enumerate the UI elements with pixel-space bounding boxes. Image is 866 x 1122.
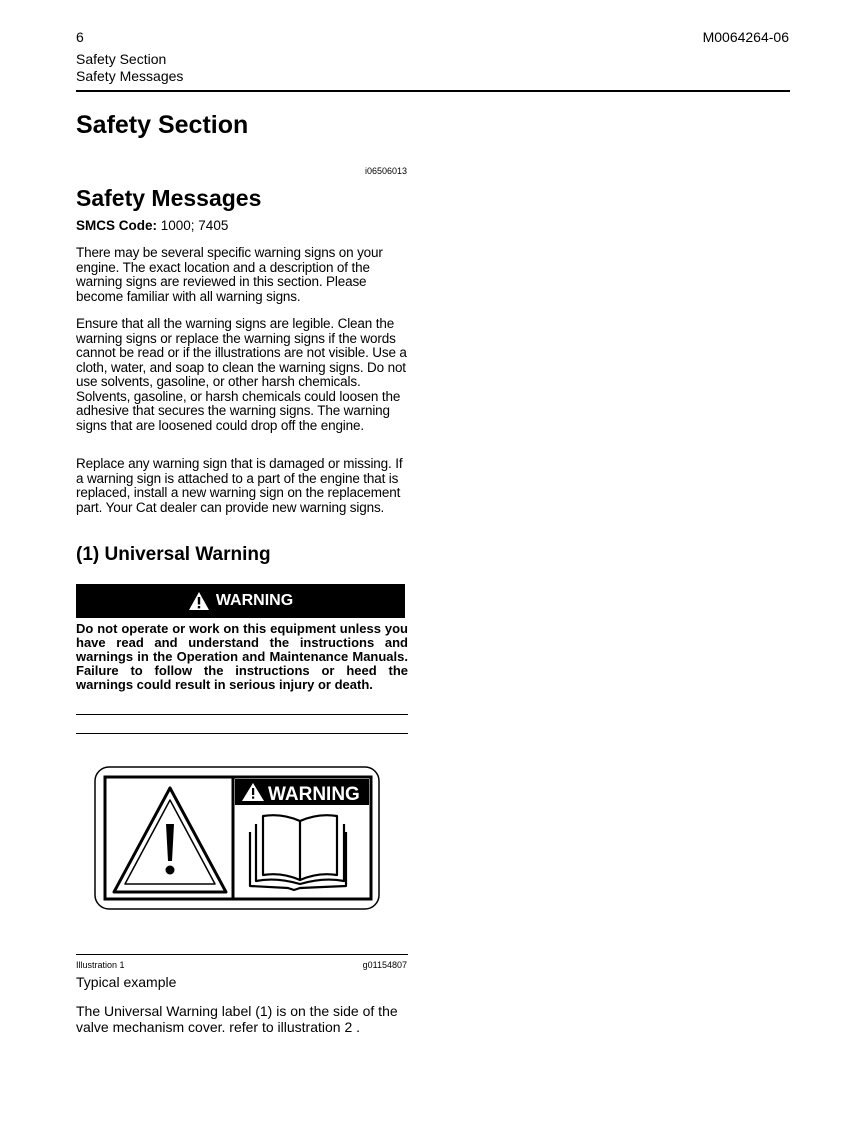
subsection-title: Safety Messages: [76, 185, 262, 211]
header-section: Safety Section: [76, 51, 167, 67]
section-title: Safety Section: [76, 111, 249, 139]
decal-warning-label: WARNING: [268, 784, 360, 805]
illustration-caption: Typical example: [76, 974, 177, 990]
warning-banner: [76, 584, 405, 618]
warning-banner-label: WARNING: [215, 592, 294, 609]
header-subsection: Safety Messages: [76, 68, 184, 84]
universal-warning-heading: (1) Universal Warning: [76, 544, 271, 565]
illustration-id: g01154807: [362, 960, 407, 970]
smcs-code: [76, 218, 228, 233]
illustration-rule-top: [76, 733, 408, 734]
header-divider: [76, 90, 790, 92]
warning-text: Do not operate or work on this equipment unless you have read and understand the instructions and warnings in the Operation and Maintenance Manuals. Failure to follow the instructions or heed the warnings could result in serious injury or death.: [76, 621, 408, 692]
warning-triangle-icon: [188, 591, 210, 611]
caption-rule: [76, 954, 408, 955]
universal-warning-decal: [94, 766, 382, 912]
page-number: 6: [76, 29, 84, 45]
paragraph-label-location: The Universal Warning label (1) is on the side of the valve mechanism cover. refer to illustration 2 .: [76, 1003, 398, 1035]
paragraph-intro: There may be several specific warning signs on your engine. The exact location and a description of the warning signs are reviewed in this section. Please become familiar with all warning signs.: [76, 245, 383, 304]
paragraph-replace: Replace any warning sign that is damaged or missing. If a warning sign is attached to a part of the engine that is replaced, install a new warning sign on the replacement part. Your Cat dealer can provide new warning signs.: [76, 456, 403, 515]
warning-rule-bottom: [76, 714, 408, 715]
paragraph-cleaning: Ensure that all the warning signs are legible. Clean the warning signs or replace the warning signs if the words cannot be read or if the illustrations are not visible. Use a cloth, water, and soap to clean the warning signs. Do not use solvents, gasoline, or other harsh chemicals. Solvents, gasoline, or harsh chemicals could loosen the adhesive that secures the warning signs. The warning signs that are loosened could drop off the engine.: [76, 316, 407, 433]
smcs-label: SMCS Code:: [76, 218, 157, 233]
reference-id: i06506013: [364, 166, 407, 176]
document-id: M0064264-06: [702, 29, 789, 45]
smcs-value: 1000; 7405: [160, 218, 229, 233]
illustration-label: Illustration 1: [76, 960, 125, 970]
